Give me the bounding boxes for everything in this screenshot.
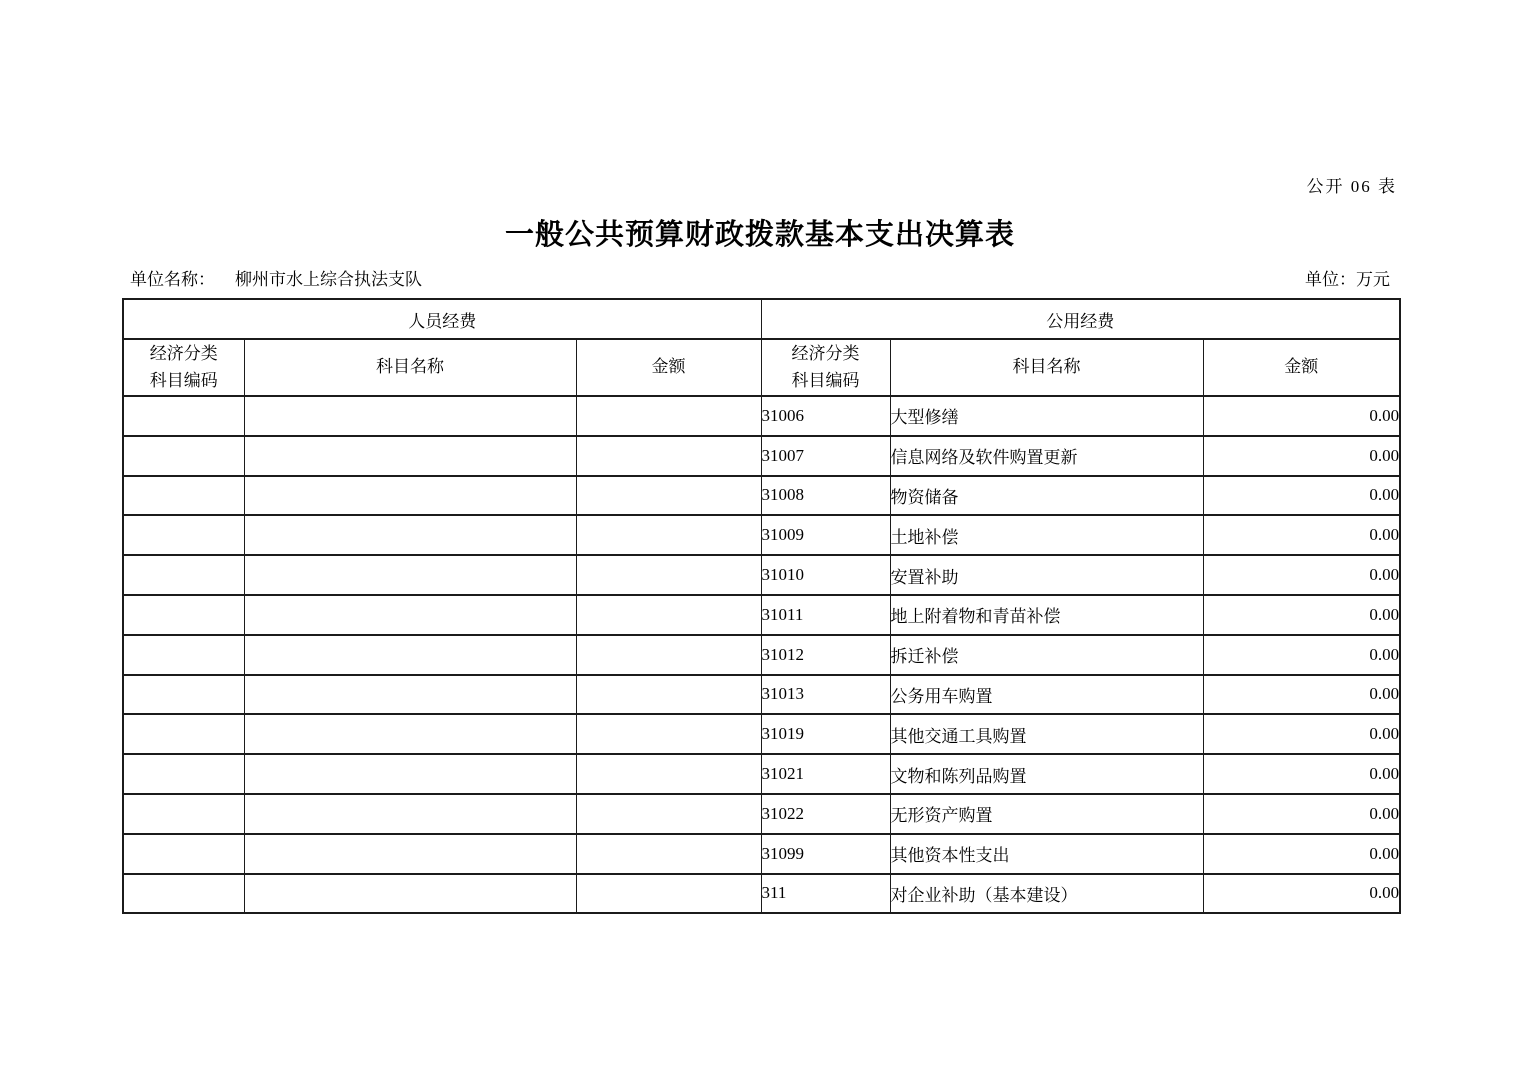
right-amount-cell: 0.00 (1203, 555, 1400, 595)
left-name-cell (244, 834, 576, 874)
left-section-title: 人员经费 (123, 299, 761, 339)
left-name-cell (244, 515, 576, 555)
right-code-cell: 31013 (761, 675, 890, 715)
table-row (123, 595, 1400, 635)
right-amount-cell: 0.00 (1203, 396, 1400, 436)
right-name-cell: 文物和陈列品购置 (890, 754, 1203, 794)
left-code-cell (123, 714, 244, 754)
meta-row (130, 265, 1390, 290)
right-code-cell: 31009 (761, 515, 890, 555)
left-code-column-header (123, 339, 244, 396)
code-header-line2: 科目编码 (791, 370, 860, 390)
unit-of-measure-label: 单位：万元 (1305, 270, 1390, 289)
right-name-cell: 信息网络及软件购置更新 (890, 436, 1203, 476)
left-name-cell (244, 595, 576, 635)
left-name-cell (244, 874, 576, 914)
right-code-column-header (761, 339, 890, 396)
left-amount-cell (576, 515, 761, 555)
right-name-cell: 对企业补助（基本建设） (890, 874, 1203, 914)
right-code-cell: 31012 (761, 635, 890, 675)
right-name-cell: 公务用车购置 (890, 675, 1203, 715)
right-amount-cell: 0.00 (1203, 595, 1400, 635)
right-amount-cell: 0.00 (1203, 436, 1400, 476)
left-amount-cell (576, 794, 761, 834)
table-row (123, 754, 1400, 794)
table-row (123, 476, 1400, 516)
table-row (123, 874, 1400, 914)
table-row (123, 635, 1400, 675)
column-header-row (123, 339, 1400, 396)
right-amount-cell: 0.00 (1203, 834, 1400, 874)
code-header-line2: 科目编码 (149, 370, 218, 390)
left-name-cell (244, 476, 576, 516)
left-name-cell (244, 794, 576, 834)
unit-name-label: 单位名称： (130, 270, 215, 289)
left-code-cell (123, 635, 244, 675)
right-code-cell: 31099 (761, 834, 890, 874)
left-code-cell (123, 675, 244, 715)
right-name-cell: 安置补助 (890, 555, 1203, 595)
right-amount-cell: 0.00 (1203, 675, 1400, 715)
left-amount-cell (576, 834, 761, 874)
table-row (123, 675, 1400, 715)
left-name-cell (244, 675, 576, 715)
table-row (123, 396, 1400, 436)
right-amount-cell: 0.00 (1203, 515, 1400, 555)
left-code-cell (123, 874, 244, 914)
right-code-cell: 31022 (761, 794, 890, 834)
left-code-cell (123, 834, 244, 874)
left-amount-column-header: 金额 (576, 339, 761, 396)
left-name-cell (244, 555, 576, 595)
left-code-cell (123, 555, 244, 595)
left-amount-cell (576, 754, 761, 794)
table-row (123, 794, 1400, 834)
code-header-line1: 经济分类 (791, 344, 860, 364)
table-row (123, 515, 1400, 555)
table-row (123, 555, 1400, 595)
left-code-cell (123, 754, 244, 794)
left-code-cell (123, 436, 244, 476)
right-amount-cell: 0.00 (1203, 794, 1400, 834)
right-name-column-header: 科目名称 (890, 339, 1203, 396)
right-code-cell: 31007 (761, 436, 890, 476)
left-amount-cell (576, 635, 761, 675)
left-amount-cell (576, 675, 761, 715)
right-section-title: 公用经费 (761, 299, 1400, 339)
left-amount-cell (576, 555, 761, 595)
right-code-cell: 31019 (761, 714, 890, 754)
right-name-cell: 地上附着物和青苗补偿 (890, 595, 1203, 635)
right-code-cell: 31021 (761, 754, 890, 794)
section-header-row (123, 299, 1400, 339)
left-code-cell (123, 396, 244, 436)
code-header-line1: 经济分类 (149, 344, 218, 364)
right-name-cell: 拆迁补偿 (890, 635, 1203, 675)
budget-table (122, 298, 1401, 914)
left-name-cell (244, 714, 576, 754)
right-code-cell: 31011 (761, 595, 890, 635)
left-amount-cell (576, 874, 761, 914)
left-code-cell (123, 595, 244, 635)
left-amount-cell (576, 595, 761, 635)
left-amount-cell (576, 476, 761, 516)
left-code-cell (123, 794, 244, 834)
table-row (123, 436, 1400, 476)
page-title: 一般公共预算财政拨款基本支出决算表 (504, 219, 1015, 251)
right-amount-cell: 0.00 (1203, 874, 1400, 914)
left-amount-cell (576, 436, 761, 476)
left-name-cell (244, 635, 576, 675)
left-code-cell (123, 476, 244, 516)
right-name-cell: 土地补偿 (890, 515, 1203, 555)
right-name-cell: 无形资产购置 (890, 794, 1203, 834)
right-name-cell: 其他资本性支出 (890, 834, 1203, 874)
right-name-cell: 大型修缮 (890, 396, 1203, 436)
right-amount-cell: 0.00 (1203, 714, 1400, 754)
right-amount-cell: 0.00 (1203, 754, 1400, 794)
right-amount-cell: 0.00 (1203, 635, 1400, 675)
right-amount-column-header: 金额 (1203, 339, 1400, 396)
left-name-cell (244, 396, 576, 436)
right-code-cell: 31010 (761, 555, 890, 595)
right-name-cell: 其他交通工具购置 (890, 714, 1203, 754)
right-code-cell: 31008 (761, 476, 890, 516)
unit-name-value: 柳州市水上综合执法支队 (235, 270, 422, 289)
left-name-cell (244, 436, 576, 476)
table-row (123, 714, 1400, 754)
form-number-label: 公开 06 表 (1306, 177, 1397, 196)
left-amount-cell (576, 714, 761, 754)
left-amount-cell (576, 396, 761, 436)
right-amount-cell: 0.00 (1203, 476, 1400, 516)
table-body (123, 396, 1400, 913)
right-code-cell: 31006 (761, 396, 890, 436)
left-name-cell (244, 754, 576, 794)
unit-name-group (130, 265, 422, 290)
right-code-cell: 311 (761, 874, 890, 914)
table-row (123, 834, 1400, 874)
table-head (123, 299, 1400, 396)
left-name-column-header: 科目名称 (244, 339, 576, 396)
left-code-cell (123, 515, 244, 555)
right-name-cell: 物资储备 (890, 476, 1203, 516)
